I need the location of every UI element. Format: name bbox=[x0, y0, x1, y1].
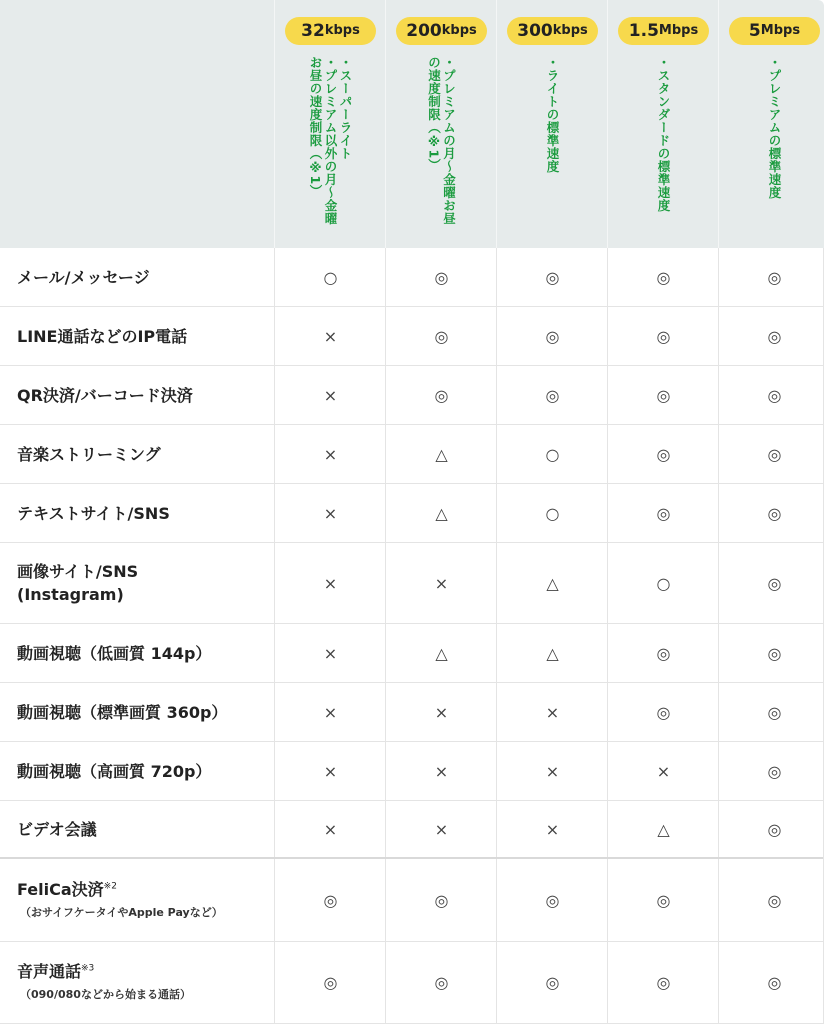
speed-description: ・プレミアムの月～金曜お昼 の速度制限（※1） bbox=[426, 56, 457, 225]
table-cell: ◎ bbox=[718, 801, 824, 857]
table-cell: × bbox=[274, 307, 386, 365]
table-cell: ◎ bbox=[607, 484, 719, 542]
row-label: 画像サイト/SNS bbox=[17, 562, 139, 581]
table-header bbox=[0, 0, 824, 248]
table-cell: ◎ bbox=[607, 683, 719, 741]
row-label-sub: (Instagram) bbox=[17, 585, 124, 604]
table-cell: ◎ bbox=[274, 941, 386, 1023]
table-cell: ○ bbox=[274, 248, 386, 306]
table-cell: △ bbox=[607, 801, 719, 857]
table-cell: × bbox=[385, 742, 497, 800]
table-row bbox=[0, 683, 824, 742]
table-cell: ○ bbox=[496, 484, 608, 542]
table-cell: ◎ bbox=[274, 859, 386, 941]
table-row bbox=[0, 248, 824, 307]
row-label: ビデオ会議 bbox=[17, 819, 97, 839]
table-cell: ◎ bbox=[607, 425, 719, 483]
table-cell: ◎ bbox=[496, 941, 608, 1023]
table-cell: ◎ bbox=[718, 683, 824, 741]
table-row bbox=[0, 742, 824, 801]
speed-description: ・スーパーライト ・プレミアム以外の月～金曜 お昼の速度制限（※1） bbox=[308, 56, 353, 225]
row-label: 音楽ストリーミング bbox=[17, 444, 161, 464]
table-cell: ◎ bbox=[718, 307, 824, 365]
table-cell: ◎ bbox=[718, 248, 824, 306]
speed-description: ・プレミアムの標準速度 bbox=[767, 56, 782, 199]
table-cell: ◎ bbox=[607, 366, 719, 424]
row-label: FeliCa決済 bbox=[17, 880, 104, 899]
table-cell: × bbox=[274, 484, 386, 542]
row-label: テキストサイト/SNS bbox=[17, 503, 170, 523]
table-cell: △ bbox=[385, 425, 497, 483]
table-cell: ◎ bbox=[496, 366, 608, 424]
table-cell: × bbox=[385, 683, 497, 741]
footnote-mark: ※3 bbox=[81, 963, 95, 974]
table-cell: ◎ bbox=[718, 742, 824, 800]
table-cell: × bbox=[274, 801, 386, 857]
table-cell: ◎ bbox=[718, 543, 824, 623]
header-col-1 bbox=[274, 0, 386, 248]
table-cell: △ bbox=[496, 624, 608, 682]
header-col-3 bbox=[496, 0, 608, 248]
table-cell: ◎ bbox=[718, 624, 824, 682]
table-cell: △ bbox=[385, 484, 497, 542]
table-row bbox=[0, 941, 824, 1024]
table-cell: ◎ bbox=[607, 941, 719, 1023]
table-cell: ◎ bbox=[496, 248, 608, 306]
row-label: QR決済/バーコード決済 bbox=[17, 385, 193, 405]
table-row bbox=[0, 307, 824, 366]
table-cell: ◎ bbox=[607, 624, 719, 682]
header-col-5 bbox=[718, 0, 824, 248]
table-cell: ◎ bbox=[385, 248, 497, 306]
table-cell: ◎ bbox=[385, 366, 497, 424]
speed-badge: 5 Mbps bbox=[729, 17, 820, 45]
table-cell: ◎ bbox=[385, 859, 497, 941]
table-cell: ◎ bbox=[607, 859, 719, 941]
table-cell: ◎ bbox=[718, 941, 824, 1023]
table-cell: ◎ bbox=[718, 859, 824, 941]
table-cell: × bbox=[274, 624, 386, 682]
table-cell: ◎ bbox=[385, 941, 497, 1023]
table-cell: × bbox=[274, 366, 386, 424]
table-cell: ◎ bbox=[496, 859, 608, 941]
table-cell: × bbox=[385, 543, 497, 623]
row-label: メール/メッセージ bbox=[17, 267, 150, 287]
row-label: 動画視聴（標準画質 360p） bbox=[17, 702, 228, 722]
table-cell: × bbox=[385, 801, 497, 857]
row-label: 動画視聴（低画質 144p） bbox=[17, 643, 212, 663]
row-label: LINE通話などのIP電話 bbox=[17, 326, 188, 346]
table-cell: × bbox=[607, 742, 719, 800]
table-cell: △ bbox=[385, 624, 497, 682]
table-cell: ◎ bbox=[718, 484, 824, 542]
speed-badge: 200 kbps bbox=[396, 17, 487, 45]
footnote-mark: ※2 bbox=[103, 881, 117, 892]
table-row bbox=[0, 801, 824, 858]
table-cell: × bbox=[274, 425, 386, 483]
table-cell: × bbox=[496, 801, 608, 857]
table-row bbox=[0, 857, 824, 942]
table-row bbox=[0, 543, 824, 624]
table-row bbox=[0, 484, 824, 543]
row-note: （おサイフケータイやApple Payなど） bbox=[20, 906, 223, 919]
header-col-4 bbox=[607, 0, 719, 248]
table-cell: ◎ bbox=[496, 307, 608, 365]
table-cell: × bbox=[274, 683, 386, 741]
table-cell: ◎ bbox=[718, 425, 824, 483]
table-cell: × bbox=[496, 683, 608, 741]
table-cell: × bbox=[496, 742, 608, 800]
speed-badge: 300 kbps bbox=[507, 17, 598, 45]
table-cell: × bbox=[274, 543, 386, 623]
table-cell: ◎ bbox=[385, 307, 497, 365]
header-col-2 bbox=[385, 0, 497, 248]
table-row bbox=[0, 624, 824, 683]
speed-badge: 32 kbps bbox=[285, 17, 376, 45]
table-row bbox=[0, 366, 824, 425]
speed-description: ・スタンダードの標準速度 bbox=[656, 56, 671, 212]
speed-badge: 1.5 Mbps bbox=[618, 17, 709, 45]
table-cell: ◎ bbox=[607, 307, 719, 365]
row-note: （090/080などから始まる通話） bbox=[20, 988, 191, 1001]
table-cell: × bbox=[274, 742, 386, 800]
table-row bbox=[0, 425, 824, 484]
table-cell: ◎ bbox=[607, 248, 719, 306]
speed-description: ・ライトの標準速度 bbox=[545, 56, 560, 173]
row-label: 動画視聴（高画質 720p） bbox=[17, 761, 212, 781]
row-label: 音声通話 bbox=[17, 962, 82, 981]
table-cell: △ bbox=[496, 543, 608, 623]
table-cell: ○ bbox=[496, 425, 608, 483]
table-cell: ○ bbox=[607, 543, 719, 623]
table-cell: ◎ bbox=[718, 366, 824, 424]
